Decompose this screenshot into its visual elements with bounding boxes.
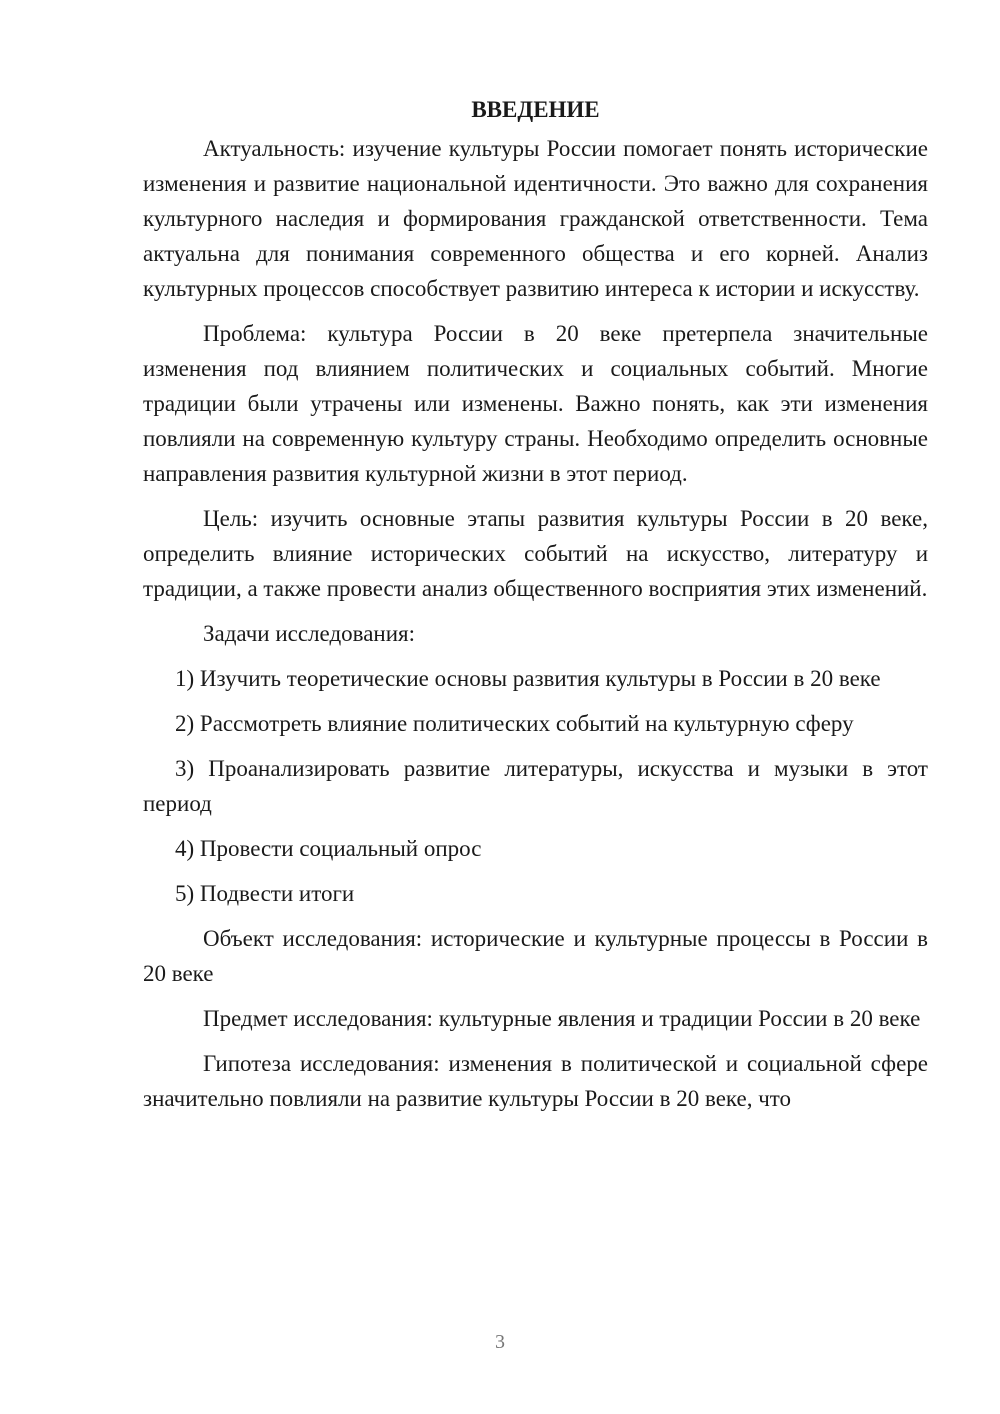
task-item: 1) Изучить теоретические основы развития культуры в России в 20 веке (175, 666, 881, 691)
paragraph-hypothesis: Гипотеза исследования: изменения в политической и социальной сфере значительно повлияли на развитие культуры России в 20 веке, что (143, 1051, 928, 1111)
document-page (143, 92, 928, 1126)
task-item: 4) Провести социальный опрос (175, 836, 482, 861)
paragraph-problem: Проблема: культура России в 20 веке претерпела значительные изменения под влиянием политических и социальных событий. Многие традиции были утрачены или изменены. Важно понять, как эти изменения повлияли на современную культуру страны. Необходимо определить основные направления развития культурной жизни в этот период. (143, 321, 928, 486)
task-item: 3) Проанализировать развитие литературы, искусства и музыки в этот период (143, 756, 928, 816)
paragraph-goal: Цель: изучить основные этапы развития культуры России в 20 веке, определить влияние исторических событий на искусство, литературу и традиции, а также провести анализ общественного восприятия этих изменений. (143, 506, 928, 601)
paragraph-relevance: Актуальность: изучение культуры России помогает понять исторические изменения и развитие национальной идентичности. Это важно для сохранения культурного наследия и формирования гражданской ответственности. Тема актуальна для понимания современного общества и его корней. Анализ культурных процессов способствует развитию интереса к истории и искусству. (143, 136, 928, 301)
section-title: ВВЕДЕНИЕ (471, 97, 600, 122)
paragraph-subject: Предмет исследования: культурные явления и традиции России в 20 веке (203, 1006, 921, 1031)
page-number: 3 (495, 1331, 505, 1353)
task-item: 5) Подвести итоги (175, 881, 355, 906)
tasks-heading: Задачи исследования: (203, 621, 416, 646)
paragraph-object: Объект исследования: исторические и культурные процессы в России в 20 веке (143, 926, 928, 986)
task-item: 2) Рассмотреть влияние политических событий на культурную сферу (175, 711, 854, 736)
